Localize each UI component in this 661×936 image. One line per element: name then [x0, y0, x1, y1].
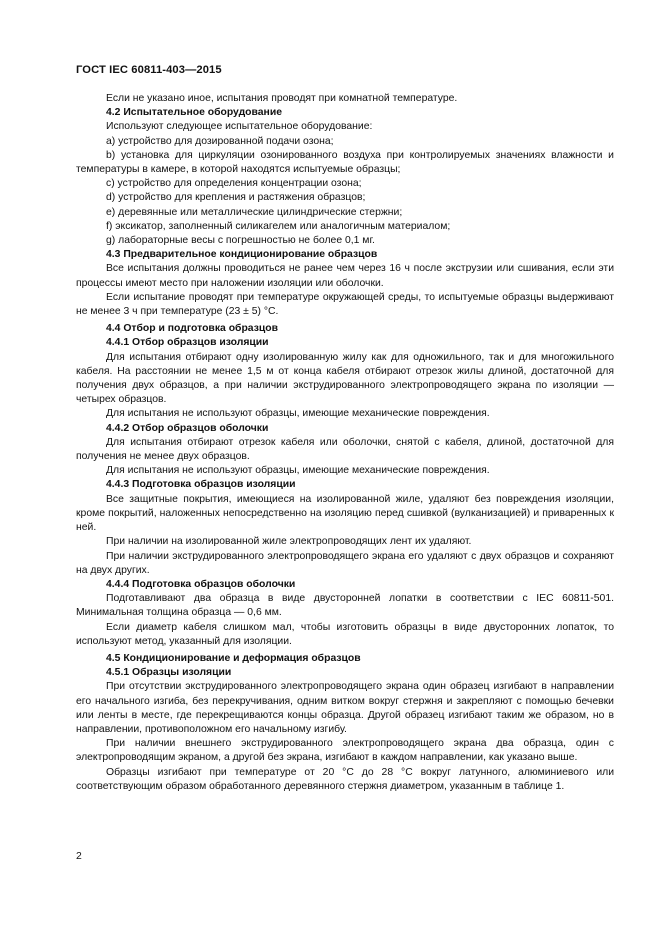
document-header: ГОСТ IEC 60811-403—2015 [76, 64, 222, 76]
section-heading: 4.4.1 Отбор образцов изоляции [106, 337, 269, 349]
paragraph: Если не указано иное, испытания проводят при комнатной температуре. [106, 93, 458, 104]
section-heading: 4.3 Предварительное кондиционирование образцов [106, 249, 378, 261]
paragraph: Для испытания отбирают отрезок кабеля или оболочки, снятой с кабеля, длиной, достаточной для получения не менее двух образцов. [76, 436, 614, 463]
paragraph: Если испытание проводят при температуре окружающей среды, то испытуемые образцы выдерживают не менее 3 ч при температуре (23 ± 5) °С. [76, 291, 614, 318]
section-heading: 4.4.3 Подготовка образцов изоляции [106, 479, 296, 491]
section-heading: 4.4 Отбор и подготовка образцов [106, 323, 278, 335]
section-heading: 4.4.4 Подготовка образцов оболочки [106, 578, 296, 590]
page-number: 2 [76, 851, 82, 862]
paragraph: e) деревянные или металлические цилиндрические стержни; [106, 206, 403, 218]
document-body [76, 92, 614, 794]
paragraph: При наличии на изолированной жиле электропроводящих лент их удаляют. [106, 536, 472, 548]
paragraph: d) устройство для крепления и растяжения образцов; [106, 192, 366, 204]
paragraph: Если диаметр кабеля слишком мал, чтобы изготовить образцы в виде двусторонних лопаток, то используют метод, указанный для изоляции. [76, 621, 614, 647]
paragraph: Все испытания должны проводиться не ранее чем через 16 ч после экструзии или сшивания, если эти процессы имеют место при наложении изоляции или оболочки. [76, 263, 614, 289]
section-heading: 4.5.1 Образцы изоляции [106, 667, 232, 679]
paragraph: Используют следующее испытательное оборудование: [106, 121, 373, 133]
paragraph: a) устройство для дозированной подачи озона; [106, 135, 334, 147]
paragraph: Для испытания не используют образцы, имеющие механические повреждения. [106, 465, 490, 477]
paragraph: При наличии внешнего экструдированного электропроводящего экрана два образца, один с электропроводящим экраном, а другой без экрана, изгибают в каждом направлении, как указано выше. [76, 738, 614, 764]
paragraph: Для испытания отбирают одну изолированную жилу как для одножильного, так и для многожильного кабеля. На расстоянии не менее 1,5 м от конца кабеля отбирают отрезок жилы длиной, достаточной для получения двух образцов, а при наличии экструдированного электропроводящего экрана по изоляции — четырех образцов. [76, 351, 614, 406]
paragraph: c) устройство для определения концентрации озона; [106, 178, 362, 190]
paragraph: При отсутствии экструдированного электропроводящего экрана один образец изгибают в направлении его начального изгиба, без перекручивания, одним витком вокруг стержня и закрепляют с помощью бечевки или ленты в месте, где перекрещиваются концы образца. Другой образец изгибают таким же образом, но в направлении, противоположном его начальному изгибу. [76, 681, 614, 735]
paragraph: Для испытания не используют образцы, имеющие механические повреждения. [106, 408, 490, 420]
paragraph: b) установка для циркуляции озонированного воздуха при контролируемых значениях влажности и температуры в камере, в которой находятся испытуемые образцы; [76, 149, 614, 176]
paragraph: Подготавливают два образца в виде двусторонней лопатки в соответствии с IEC 60811-501. Минимальная толщина образца — 0,6 мм. [76, 593, 614, 619]
paragraph: При наличии экструдированного электропроводящего экрана его удаляют с двух образцов и сохраняют на двух других. [76, 550, 614, 576]
paragraph: g) лабораторные весы с погрешностью не более 0,1 мг. [106, 235, 375, 247]
section-heading: 4.2 Испытательное оборудование [106, 107, 282, 119]
paragraph: f) эксикатор, заполненный силикагелем или аналогичным материалом; [106, 220, 451, 232]
section-heading: 4.4.2 Отбор образцов оболочки [106, 422, 269, 434]
paragraph: Образцы изгибают при температуре от 20 °С до 28 °С вокруг латунного, алюминиевого или соответствующим образом обработанного деревянного стержня диаметром, указанным в таблице 1. [76, 766, 614, 792]
paragraph: Все защитные покрытия, имеющиеся на изолированной жиле, удаляют без повреждения изоляции, кроме покрытий, наложенных непосредственно на изоляцию перед сшивкой (вулканизацией) и приваренных к ней. [76, 493, 614, 534]
section-heading: 4.5 Кондиционирование и деформация образцов [106, 652, 361, 664]
